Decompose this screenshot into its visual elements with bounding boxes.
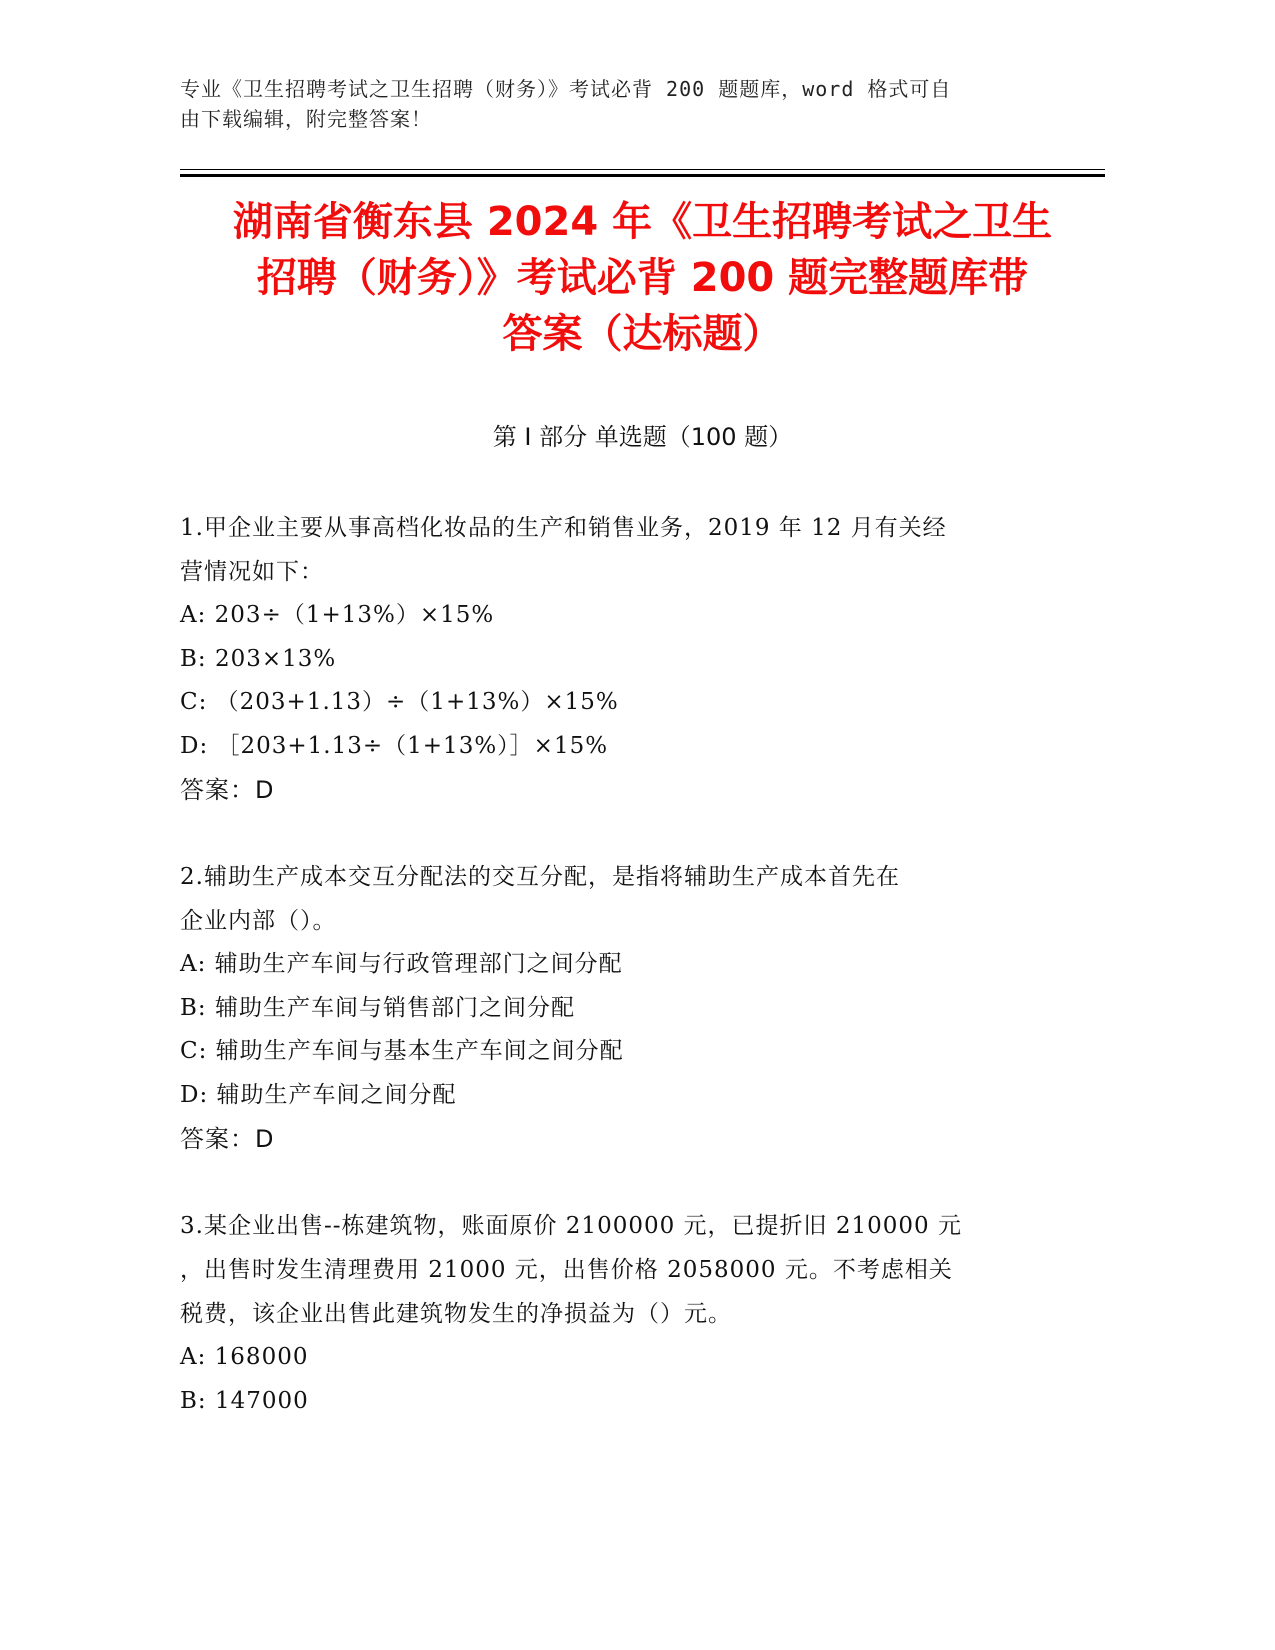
option-a: A: 辅助生产车间与行政管理部门之间分配 bbox=[180, 951, 623, 977]
intro-text bbox=[180, 74, 1080, 134]
option-d: D: ［203+1.13÷（1+13%）］×15% bbox=[180, 732, 609, 759]
intro-line-2: 由下载编辑，附完整答案！ bbox=[180, 107, 432, 131]
option-b: B: 203×13% bbox=[180, 645, 337, 672]
stem-line: 税费，该企业出售此建筑物发生的净损益为（）元。 bbox=[180, 1301, 732, 1327]
option-a: A: 168000 bbox=[180, 1344, 309, 1370]
option-c: C: 辅助生产车间与基本生产车间之间分配 bbox=[180, 1038, 624, 1064]
document-title bbox=[180, 194, 1105, 362]
stem-line: 3.某企业出售--栋建筑物，账面原价 2100000 元，已提折旧 210000 元 bbox=[180, 1213, 962, 1239]
stem-line: 营情况如下： bbox=[180, 559, 324, 585]
title-line-3: 答案（达标题） bbox=[502, 311, 783, 357]
question-2 bbox=[180, 855, 1060, 1161]
section-heading: 第 I 部分 单选题（100 题） bbox=[492, 423, 793, 451]
answer: 答案：D bbox=[180, 776, 275, 804]
option-d: D: 辅助生产车间之间分配 bbox=[180, 1081, 457, 1108]
question-spacer bbox=[180, 812, 1060, 855]
question-spacer bbox=[180, 1161, 1060, 1204]
option-b: B: 辅助生产车间与销售部门之间分配 bbox=[180, 994, 575, 1021]
question-stem bbox=[180, 1204, 1060, 1336]
title-line-1: 湖南省衡东县 2024 年《卫生招聘考试之卫生 bbox=[232, 199, 1053, 245]
question-list bbox=[180, 506, 1060, 1423]
stem-line: ，出售时发生清理费用 21000 元，出售价格 2058000 元。不考虑相关 bbox=[180, 1257, 953, 1283]
question-stem bbox=[180, 506, 1060, 594]
intro-line-1: 专业《卫生招聘考试之卫生招聘（财务）》考试必背 200 题题库，word 格式可自 bbox=[180, 77, 952, 101]
option-a: A: 203÷（1+13%）×15% bbox=[180, 602, 495, 628]
question-1 bbox=[180, 506, 1060, 812]
title-line-2: 招聘（财务）》考试必背 200 题完整题库带 bbox=[256, 255, 1029, 301]
question-3 bbox=[180, 1204, 1060, 1423]
stem-line: 1.甲企业主要从事高档化妆品的生产和销售业务，2019 年 12 月有关经 bbox=[180, 515, 947, 541]
option-c: C: （203+1.13）÷（1+13%）×15% bbox=[180, 689, 619, 715]
answer: 答案：D bbox=[180, 1125, 275, 1153]
header-rule-thin bbox=[180, 169, 1105, 170]
question-stem bbox=[180, 855, 1060, 943]
stem-line: 企业内部（）。 bbox=[180, 908, 337, 934]
header-rule-thick bbox=[180, 174, 1105, 177]
stem-line: 2.辅助生产成本交互分配法的交互分配，是指将辅助生产成本首先在 bbox=[180, 864, 900, 890]
option-b: B: 147000 bbox=[180, 1387, 309, 1414]
